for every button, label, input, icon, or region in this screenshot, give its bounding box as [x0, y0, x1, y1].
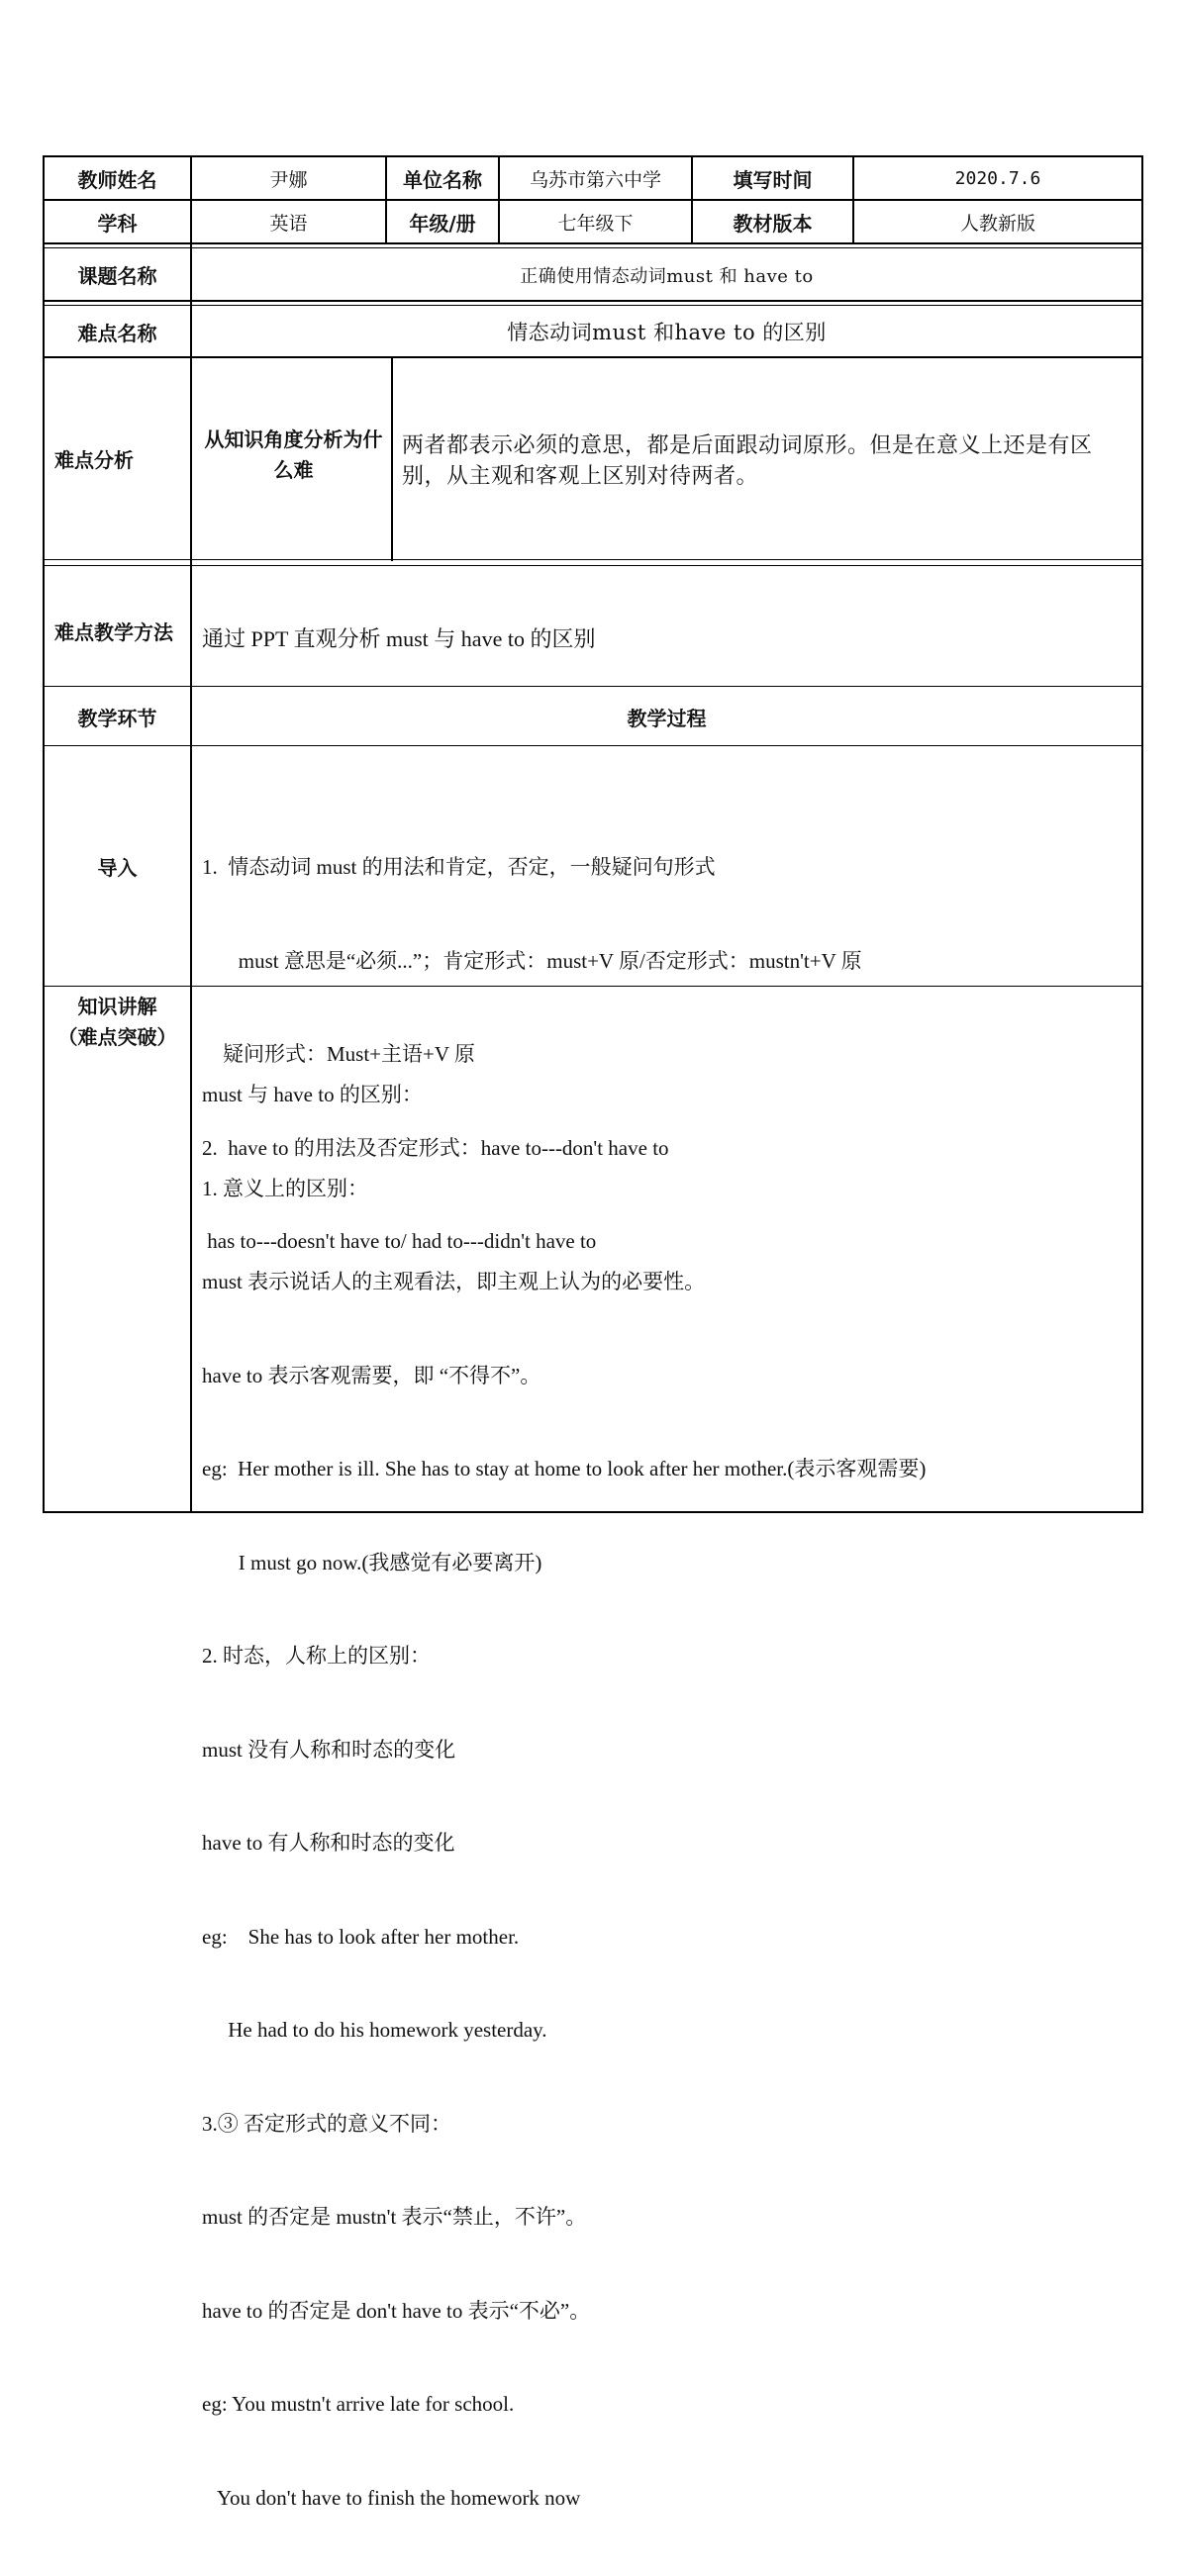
topic-value: 正确使用情态动词must 和 have to [520, 265, 814, 287]
subject-value: 英语 [269, 212, 308, 235]
row-divider-double [43, 565, 1143, 566]
knowledge-line: eg: You mustn't arrive late for school. [202, 2392, 515, 2416]
intro-line: 2. have to 的用法及否定形式：have to---don't have to [202, 1135, 669, 1160]
fill-date-value: 2020.7.6 [954, 167, 1041, 189]
knowledge-content [202, 1017, 926, 2576]
row-divider [43, 745, 1143, 746]
topic-label: 课题名称 [77, 264, 157, 288]
knowledge-line: 1. 意义上的区别： [202, 1176, 368, 1200]
label-column-divider [190, 155, 192, 1513]
teaching-stage-label: 教学环节 [77, 706, 157, 730]
knowledge-line: He had to do his homework yesterday. [202, 2018, 547, 2042]
knowledge-line: have to 表示客观需要，即 “不得不”。 [202, 1363, 541, 1387]
unit-name-value: 乌苏市第六中学 [529, 168, 661, 191]
intro-line: 疑问形式：Must+主语+V 原 [202, 1042, 475, 1066]
knowledge-line: must 与 have to 的区别： [202, 1083, 423, 1106]
intro-line: has to---doesn't have to/ had to---didn't have to [202, 1229, 597, 1253]
analysis-sub-divider [391, 358, 393, 561]
knowledge-line: 2. 时态，人称上的区别： [202, 1644, 431, 1668]
unit-name-label: 单位名称 [403, 167, 482, 192]
edition-value: 人教新版 [959, 212, 1035, 235]
subject-label: 学科 [97, 211, 138, 236]
difficulty-value: 情态动词must 和have to 的区别 [507, 321, 827, 344]
intro-line: 1. 情态动词 must 的用法和肯定，否定，一般疑问句形式 [202, 855, 716, 879]
knowledge-line: I must go now.(我感觉有必要离开) [202, 1550, 542, 1574]
teacher-name-label: 教师姓名 [77, 167, 157, 192]
row-divider-double [43, 247, 1143, 248]
table-right-border [1141, 155, 1143, 1513]
edition-label: 教材版本 [733, 211, 813, 236]
grade-value: 七年级下 [557, 212, 634, 235]
row-divider [43, 559, 1143, 560]
teacher-name-value: 尹娜 [269, 168, 308, 191]
analysis-sub-label: 从知识角度分析为什么难 [204, 428, 383, 482]
row-divider-double [43, 305, 1143, 306]
row-divider [43, 300, 1143, 302]
fill-date-label: 填写时间 [733, 167, 813, 192]
knowledge-sublabel: （难点突破） [57, 1024, 177, 1049]
knowledge-line: You don't have to finish the homework now [202, 2485, 581, 2510]
knowledge-line: 3.③ 否定形式的意义不同： [202, 2111, 451, 2136]
knowledge-line: must 表示说话人的主观看法，即主观上认为的必要性。 [202, 1270, 706, 1293]
analysis-text: 两者都表示必须的意思，都是后面跟动词原形。但是在意义上还是有区别，从主观和客观上区别对待两者。 [402, 433, 1093, 489]
teaching-process-label: 教学过程 [627, 706, 707, 730]
knowledge-line: must 没有人称和时态的变化 [202, 1737, 456, 1762]
method-text: 通过 PPT 直观分析 must 与 have to 的区别 [202, 626, 596, 651]
knowledge-line: have to 的否定是 don't have to 表示“不必”。 [202, 2298, 591, 2323]
analysis-label: 难点分析 [54, 448, 134, 472]
difficulty-label: 难点名称 [77, 321, 157, 345]
intro-label: 导入 [97, 856, 138, 880]
row-divider [43, 686, 1143, 687]
knowledge-line: have to 有人称和时态的变化 [202, 1831, 455, 1855]
intro-line: must 意思是“必须...”；肯定形式：must+V 原/否定形式：mustn't+V 原 [202, 948, 862, 973]
row-divider [43, 242, 1143, 244]
row-divider [43, 356, 1143, 358]
method-label: 难点教学方法 [54, 620, 173, 644]
knowledge-line: eg: Her mother is ill. She has to stay at home to look after her mother.(表示客观需要) [202, 1457, 927, 1480]
knowledge-line: eg: She has to look after her mother. [202, 1924, 520, 1949]
knowledge-line: must 的否定是 mustn't 表示“禁止，不许”。 [202, 2205, 587, 2229]
knowledge-label: 知识讲解 [77, 994, 157, 1018]
grade-label: 年级/册 [409, 211, 476, 236]
